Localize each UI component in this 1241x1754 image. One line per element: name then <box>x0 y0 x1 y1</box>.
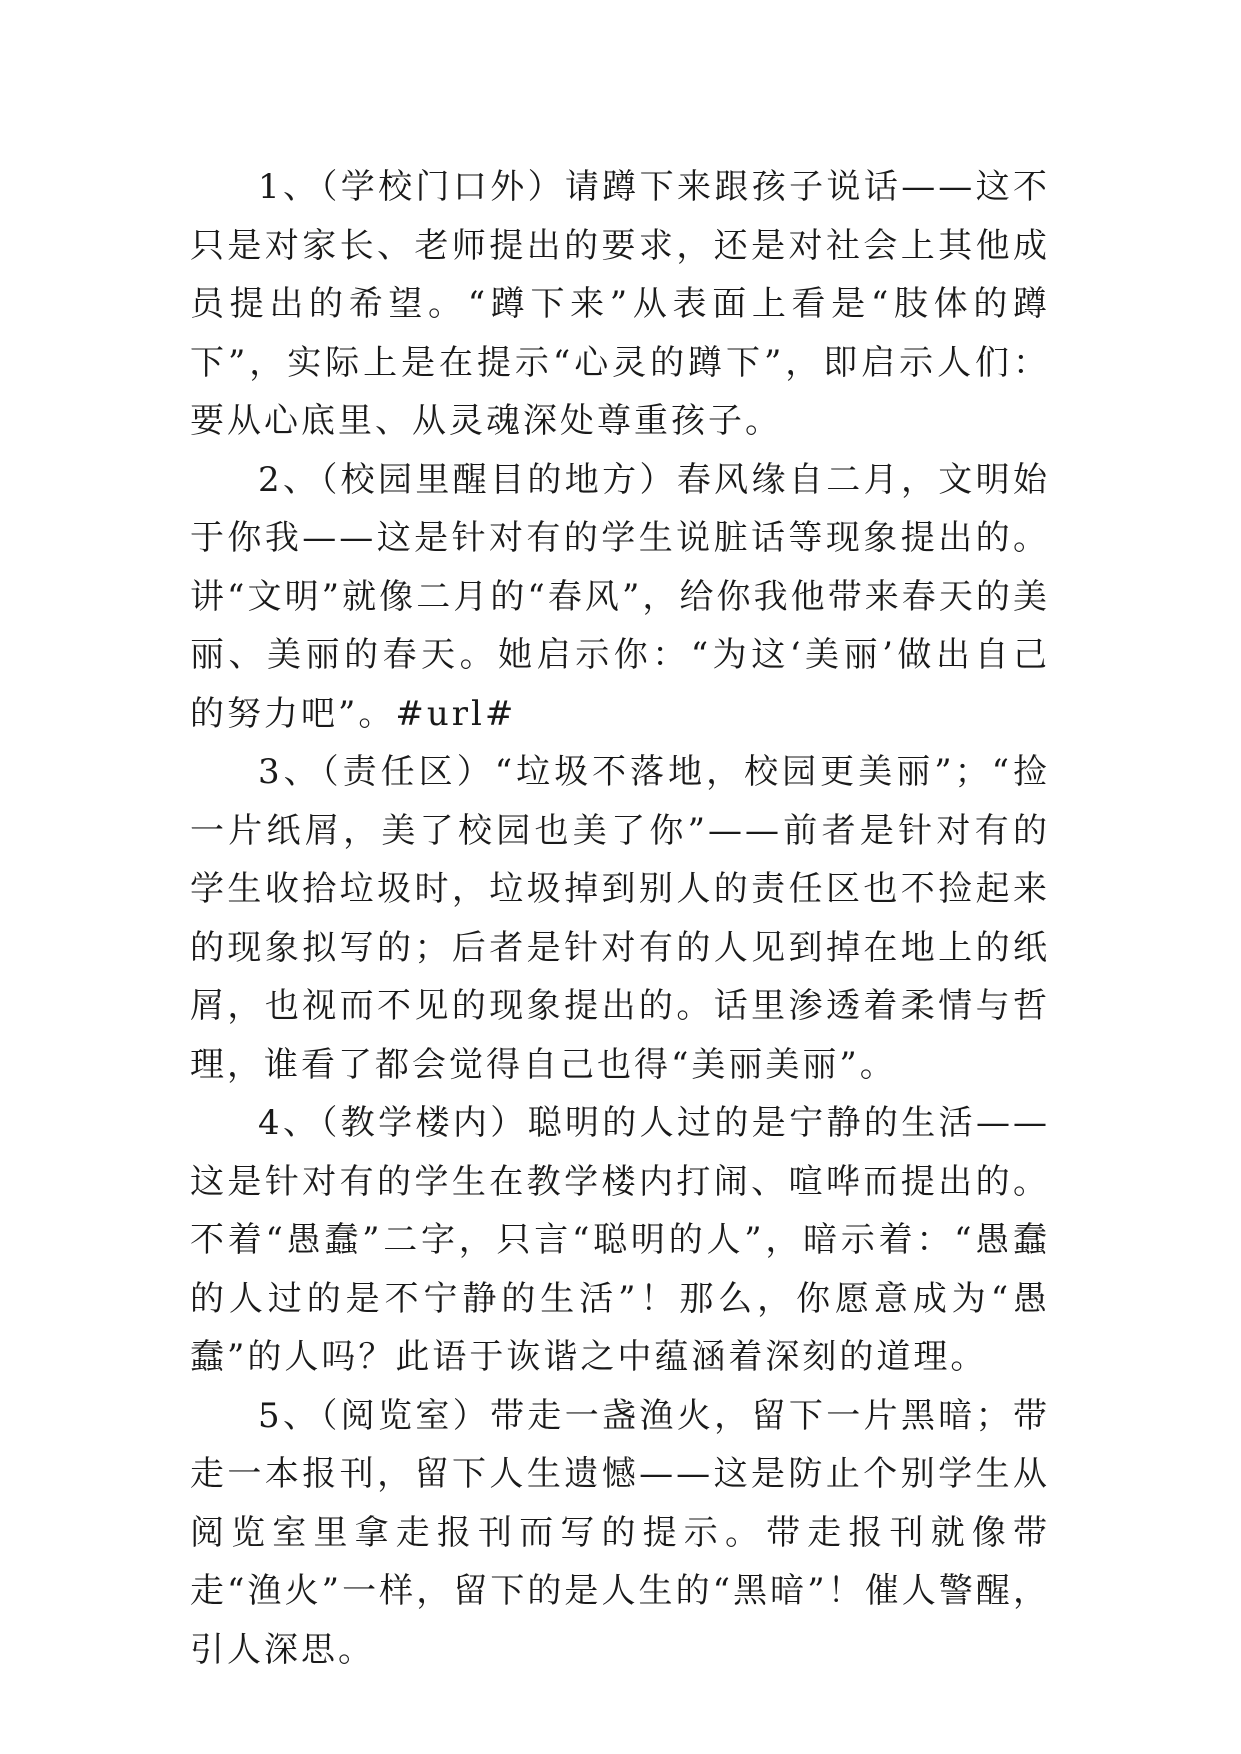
paragraph-1: 1、（学校门口外）请蹲下来跟孩子说话——这不只是对家长、老师提出的要求，还是对社会上其他成员提出的希望。“蹲下来”从表面上看是“肢体的蹲下”，实际上是在提示“心灵的蹲下”，即启示人们：要从心底里、从灵魂深处尊重孩子。 <box>190 167 1050 441</box>
document-page <box>190 158 1050 1679</box>
paragraph-2: 2、（校园里醒目的地方）春风缘自二月，文明始于你我——这是针对有的学生说脏话等现象提出的。讲“文明”就像二月的“春风”，给你我他带来春天的美丽、美丽的春天。她启示你：“为这‘美丽’做出自己的努力吧”。#url# <box>190 459 1050 734</box>
paragraph-5: 5、（阅览室）带走一盏渔火，留下一片黑暗；带走一本报刊，留下人生遗憾——这是防止个别学生从阅览室里拿走报刊而写的提示。带走报刊就像带走“渔火”一样，留下的是人生的“黑暗”！催人警醒，引人深思。 <box>190 1395 1050 1670</box>
paragraph-4: 4、（教学楼内）聪明的人过的是宁静的生活——这是针对有的学生在教学楼内打闹、喧哗而提出的。不着“愚蠢”二字，只言“聪明的人”，暗示着：“愚蠢的人过的是不宁静的生活”！那么，你愿意成为“愚蠢”的人吗？此语于诙谐之中蕴涵着深刻的道理。 <box>190 1103 1050 1377</box>
paragraph-3: 3、（责任区）“垃圾不落地，校园更美丽”；“捡一片纸屑，美了校园也美了你”——前者是针对有的学生收拾垃圾时，垃圾掉到别人的责任区也不捡起来的现象拟写的；后者是针对有的人见到掉在地上的纸屑，也视而不见的现象提出的。话里渗透着柔情与哲理，谁看了都会觉得自己也得“美丽美丽”。 <box>190 752 1050 1085</box>
